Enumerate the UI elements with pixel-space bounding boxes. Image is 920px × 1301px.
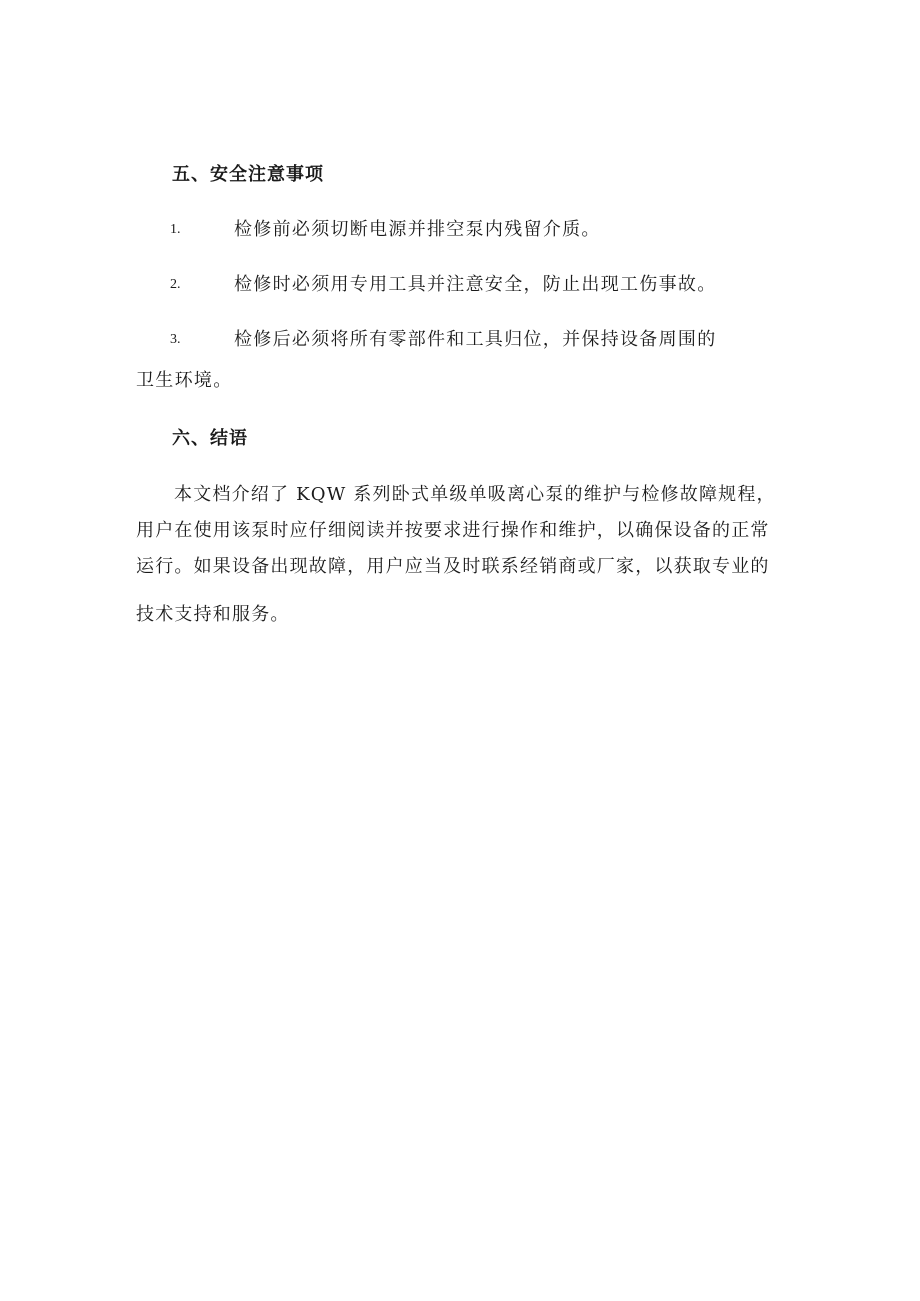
- list-item-number: 1.: [170, 222, 181, 237]
- section-heading-safety: 五、安全注意事项: [172, 164, 324, 185]
- list-item: [0, 270, 920, 300]
- list-item: [0, 325, 920, 355]
- list-item-continuation: 卫生环境。: [136, 370, 233, 391]
- paragraph-line: 运行。如果设备出现故障，用户应当及时联系经销商或厂家，以获取专业的: [136, 556, 770, 577]
- paragraph-line: 用户在使用该泵时应仔细阅读并按要求进行操作和维护，以确保设备的正常: [136, 520, 770, 541]
- list-item-number: 3.: [170, 332, 181, 347]
- list-item-number: 2.: [170, 277, 181, 292]
- paragraph-line: 本文档介绍了 KQW 系列卧式单级单吸离心泵的维护与检修故障规程，: [174, 484, 776, 505]
- list-item: [0, 215, 920, 245]
- list-item-text: 检修时必须用专用工具并注意安全，防止出现工伤事故。: [234, 274, 717, 295]
- list-item-text: 检修后必须将所有零部件和工具归位，并保持设备周围的: [234, 329, 717, 350]
- paragraph-line: 技术支持和服务。: [136, 604, 290, 625]
- section-heading-conclusion: 六、结语: [172, 428, 248, 449]
- list-item-text: 检修前必须切断电源并排空泵内残留介质。: [234, 219, 601, 240]
